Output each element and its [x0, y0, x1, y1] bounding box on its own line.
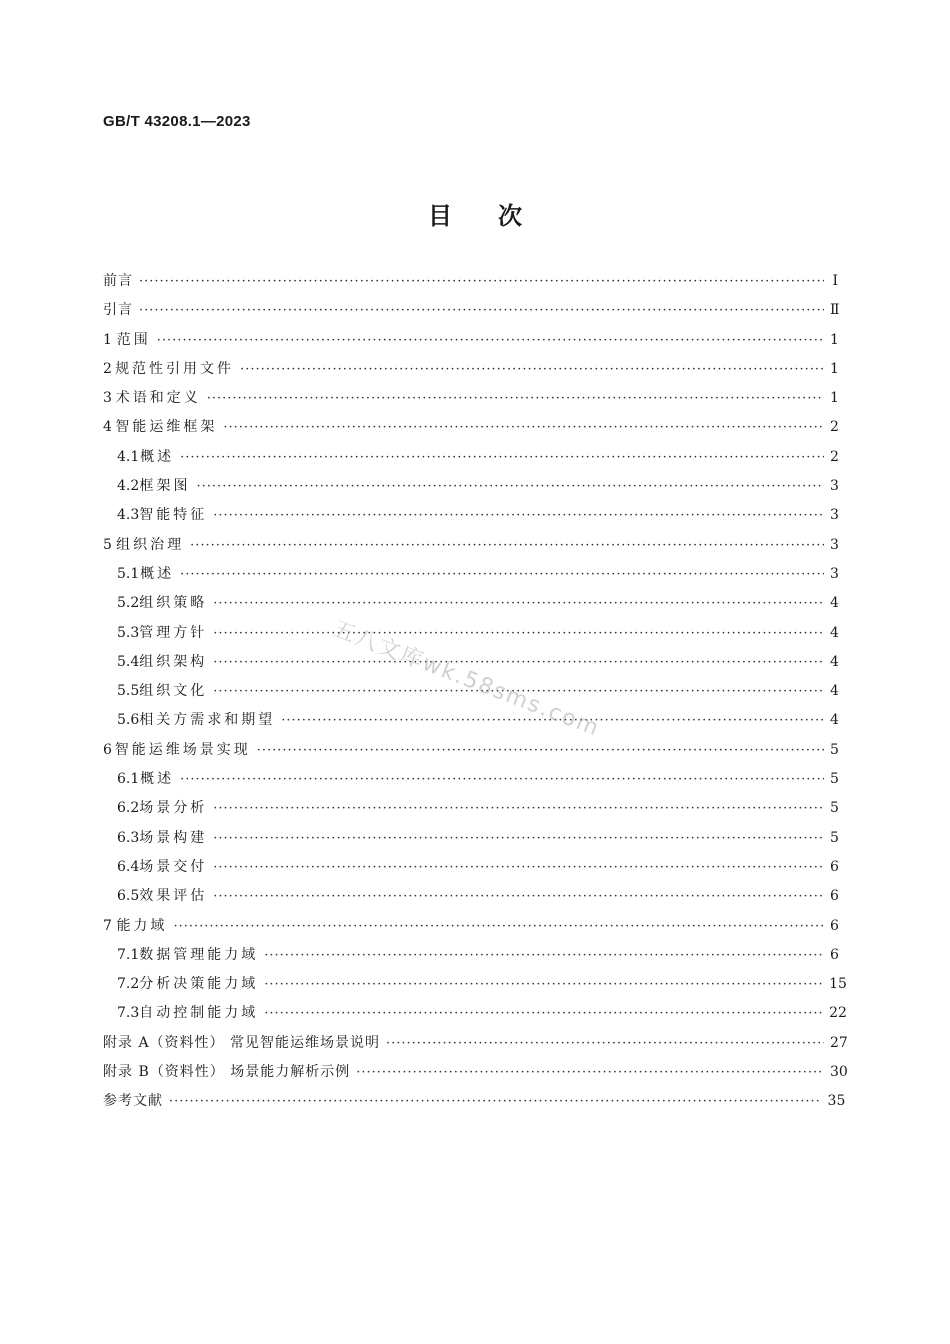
toc-entry-label: 场景分析 [139, 800, 208, 817]
toc-entry-label: 附录 B（资料性） 场景能力解析示例 [103, 1064, 351, 1081]
toc-entry-number: 4.1 [117, 448, 140, 465]
toc-entry-number: 4 [103, 419, 112, 436]
toc-entry[interactable] [103, 1090, 846, 1119]
toc-entry[interactable] [103, 680, 838, 709]
toc-entry[interactable] [103, 416, 838, 445]
toc-entry-page: Ⅰ [832, 273, 838, 289]
toc-entry[interactable] [103, 739, 838, 768]
dot-leader [213, 596, 824, 611]
toc-entry-page: 6 [830, 917, 839, 934]
toc-entry-page: 35 [827, 1093, 846, 1110]
toc-entry-label: 组织架构 [139, 653, 208, 670]
toc-entry-label: 效果评估 [139, 888, 208, 905]
dot-leader [213, 655, 824, 670]
toc-entry-label: 组织策略 [139, 595, 208, 612]
toc-entry-page: Ⅱ [830, 302, 840, 319]
toc-entry-label: 附录 A（资料性） 常见智能运维场景说明 [103, 1034, 381, 1051]
toc-entry-label: 组织文化 [139, 683, 208, 700]
toc-entry-label: 数据管理能力域 [139, 946, 259, 963]
toc-entry-label: 场景构建 [139, 829, 208, 846]
toc-entry-page: 6 [830, 888, 839, 905]
toc-entry[interactable] [103, 534, 838, 563]
toc-entry-label: 范围 [116, 331, 151, 348]
toc-entry-label: 框架图 [139, 478, 191, 495]
toc-entry-page: 4 [830, 683, 839, 700]
dot-leader [197, 479, 824, 494]
dot-leader [257, 743, 824, 758]
dot-leader [139, 274, 824, 289]
toc-entry-number: 6.1 [117, 771, 140, 788]
toc-entry-label: 规范性引用文件 [115, 360, 235, 377]
dot-leader [213, 860, 824, 875]
toc-entry-label: 概述 [140, 448, 175, 465]
toc-entry[interactable] [103, 827, 838, 856]
table-of-contents [103, 270, 848, 1120]
toc-entry[interactable] [103, 1002, 847, 1031]
toc-entry-page: 1 [830, 390, 839, 407]
watermark: 五八文库wk.58sms.com [329, 616, 604, 742]
toc-entry-number: 6.4 [117, 858, 140, 875]
toc-entry-number: 5.2 [117, 595, 140, 612]
toc-entry-number: 5.3 [117, 624, 140, 641]
toc-entry-label: 智能运维场景实现 [114, 741, 251, 758]
toc-entry-number: 5 [103, 536, 112, 553]
dot-leader [169, 1094, 822, 1109]
toc-entry[interactable] [103, 856, 838, 885]
toc-entry-label: 自动控制能力域 [139, 1005, 259, 1022]
toc-entry-label: 引言 [103, 302, 133, 319]
toc-entry-page: 4 [830, 595, 839, 612]
toc-entry[interactable] [103, 944, 838, 973]
toc-entry-label: 能力域 [116, 917, 168, 934]
toc-entry-page: 3 [830, 565, 839, 582]
toc-entry-page: 3 [830, 478, 839, 495]
toc-entry-number: 6 [103, 741, 112, 758]
toc-entry-page: 5 [830, 741, 839, 758]
toc-entry-page: 5 [830, 771, 839, 788]
toc-entry-number: 6.3 [117, 829, 140, 846]
toc-entry-number: 6.2 [117, 800, 140, 817]
toc-entry-number: 7.3 [117, 1005, 140, 1022]
dot-leader [180, 450, 824, 465]
toc-entry-page: 4 [830, 624, 839, 641]
dot-leader [180, 772, 824, 787]
toc-entry[interactable] [103, 622, 838, 651]
toc-entry-number: 3 [103, 390, 112, 407]
toc-entry[interactable] [103, 915, 838, 944]
toc-entry-page: 2 [830, 419, 839, 436]
toc-entry-number: 5.5 [117, 683, 140, 700]
dot-leader [213, 626, 824, 641]
toc-entry-page: 6 [830, 946, 839, 963]
toc-entry[interactable] [103, 797, 838, 826]
toc-entry-number: 7 [103, 917, 112, 934]
toc-entry[interactable] [103, 446, 838, 475]
toc-entry-page: 1 [830, 331, 839, 348]
dot-leader [213, 684, 824, 699]
toc-entry[interactable] [103, 768, 838, 797]
toc-entry-number: 4.2 [117, 478, 140, 495]
dot-leader [356, 1065, 824, 1080]
toc-entry[interactable] [103, 651, 838, 680]
toc-entry[interactable] [103, 592, 838, 621]
toc-entry-page: 22 [829, 1005, 847, 1022]
toc-entry-label: 组织治理 [116, 536, 185, 553]
dot-leader [213, 831, 824, 846]
toc-entry[interactable] [103, 299, 838, 328]
toc-entry[interactable] [103, 1061, 848, 1090]
dot-leader [264, 977, 823, 992]
toc-entry-label: 智能特征 [139, 507, 208, 524]
toc-entry-label: 术语和定义 [115, 390, 201, 407]
toc-entry-number: 7.2 [117, 976, 140, 993]
toc-entry-label: 参考文献 [103, 1093, 163, 1110]
toc-entry-page: 4 [830, 653, 839, 670]
toc-entry-number: 6.5 [117, 888, 140, 905]
toc-entry[interactable] [103, 387, 838, 416]
toc-entry[interactable] [103, 563, 838, 592]
toc-entry-label: 场景交付 [139, 858, 208, 875]
toc-entry-number: 5.4 [117, 653, 140, 670]
toc-entry-page: 3 [830, 507, 839, 524]
toc-entry-number: 5.1 [117, 565, 140, 582]
toc-entry[interactable] [103, 504, 838, 533]
dot-leader [157, 333, 824, 348]
toc-entry-page: 5 [830, 829, 839, 846]
dot-leader [223, 420, 824, 435]
toc-entry-label: 分析决策能力域 [139, 976, 259, 993]
toc-entry-number: 1 [103, 331, 112, 348]
page-title: 目次 [428, 201, 568, 230]
dot-leader [264, 1006, 823, 1021]
toc-entry[interactable] [103, 973, 847, 1002]
dot-leader [213, 508, 824, 523]
dot-leader [207, 391, 824, 406]
toc-entry[interactable] [103, 329, 838, 358]
toc-entry[interactable] [103, 270, 838, 299]
toc-entry-number: 4.3 [117, 507, 140, 524]
toc-entry-page: 30 [830, 1064, 848, 1081]
toc-entry[interactable] [103, 709, 838, 738]
toc-entry[interactable] [103, 358, 838, 387]
toc-entry-label: 概述 [140, 565, 175, 582]
toc-entry-page: 2 [830, 448, 839, 465]
dot-leader [281, 713, 824, 728]
toc-entry-page: 15 [829, 976, 847, 993]
toc-entry-page: 4 [830, 712, 839, 729]
standard-code: GB/T 43208.1—2023 [103, 113, 251, 130]
toc-entry[interactable] [103, 885, 838, 914]
toc-entry-page: 3 [830, 536, 839, 553]
toc-entry-label: 概述 [140, 771, 175, 788]
toc-entry-page: 1 [830, 360, 839, 377]
dot-leader [180, 567, 824, 582]
dot-leader [190, 538, 824, 553]
toc-entry-label: 前言 [103, 273, 133, 289]
dot-leader [213, 889, 824, 904]
dot-leader [264, 948, 824, 963]
dot-leader [213, 801, 824, 816]
toc-entry-page: 6 [830, 858, 839, 875]
toc-entry[interactable] [103, 475, 838, 504]
toc-entry-label: 管理方针 [139, 624, 208, 641]
toc-entry-number: 7.1 [117, 946, 140, 963]
toc-entry-number: 5.6 [117, 712, 140, 729]
toc-entry[interactable] [103, 1032, 848, 1061]
dot-leader [173, 919, 824, 934]
dot-leader [386, 1036, 824, 1051]
dot-leader [139, 303, 824, 318]
toc-entry-label: 智能运维框架 [115, 419, 218, 436]
toc-entry-page: 5 [830, 800, 839, 817]
toc-entry-label: 相关方需求和期望 [139, 712, 276, 729]
toc-entry-number: 2 [103, 360, 112, 377]
toc-entry-page: 27 [830, 1034, 848, 1051]
dot-leader [240, 362, 824, 377]
